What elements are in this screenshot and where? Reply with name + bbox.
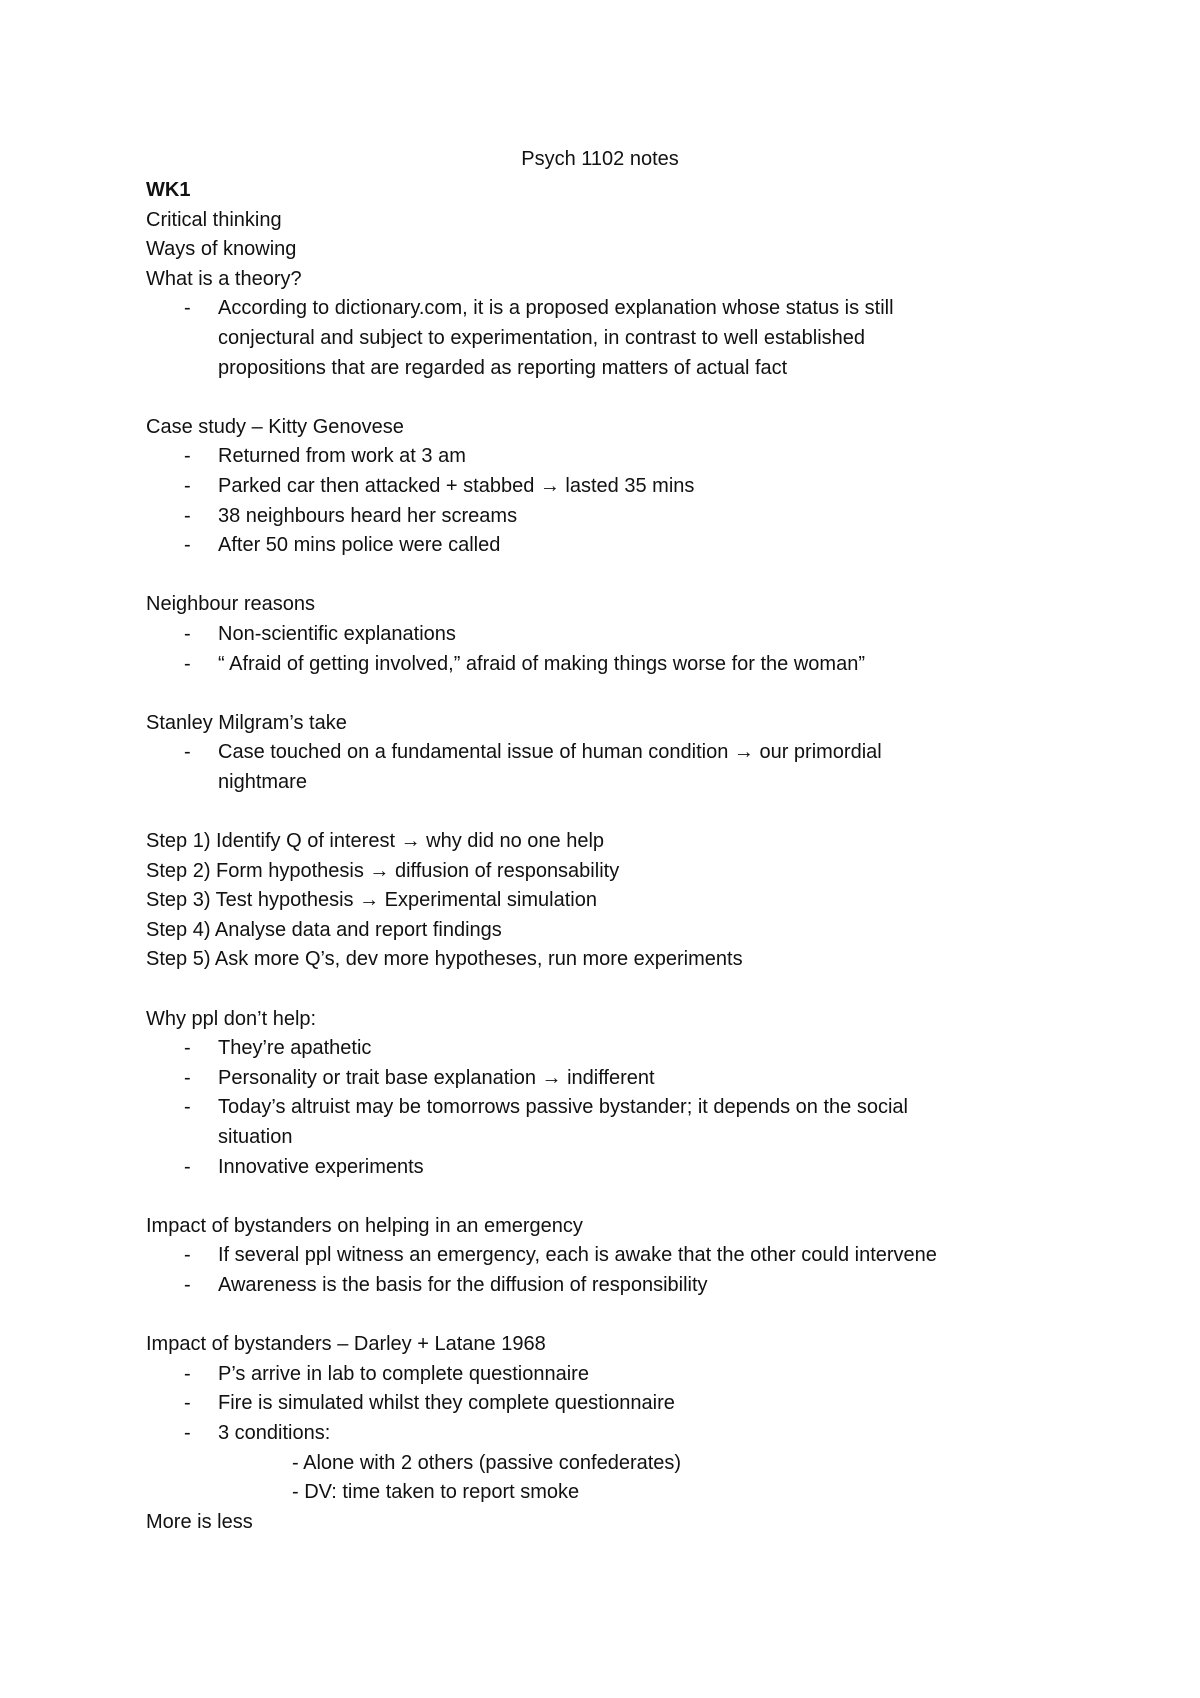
bullet-text: P’s arrive in lab to complete questionnaire [218, 1362, 589, 1385]
sub-bullet: - DV: time taken to report smoke [292, 1481, 580, 1504]
step-line: Step 4) Analyse data and report findings [146, 918, 502, 941]
bullet-dash: - [184, 1037, 191, 1060]
bullet-item [146, 531, 1086, 561]
bullet-dash: - [184, 1273, 191, 1296]
bullet-text: Parked car then attacked + stabbed → lasted 35 mins [218, 474, 695, 497]
bullet-dash: - [184, 1421, 191, 1444]
bullet-dash: - [184, 445, 191, 468]
bullet-text: They’re apathetic [218, 1037, 372, 1060]
bullet-item [146, 472, 1086, 502]
bullet-dash: - [184, 504, 191, 527]
section-heading: Impact of bystanders on helping in an emergency [146, 1214, 583, 1237]
closing-line: More is less [146, 1510, 253, 1533]
bullet-dash: - [184, 474, 191, 497]
step-line: Step 2) Form hypothesis → diffusion of responsability [146, 859, 620, 882]
bullet-item [146, 1034, 1086, 1064]
bullet-dash: - [184, 1155, 191, 1178]
bullet-text: Fire is simulated whilst they complete questionnaire [218, 1392, 675, 1415]
bullet-text: Non-scientific explanations [218, 622, 456, 645]
bullet-text: Personality or trait base explanation → indifferent [218, 1066, 655, 1089]
bullet-text: Today’s altruist may be tomorrows passive bystander; it depends on the social situation [218, 1096, 908, 1148]
bullet-item [146, 1360, 1086, 1390]
bullet-dash: - [184, 1244, 191, 1267]
step-line: Step 5) Ask more Q’s, dev more hypotheses, run more experiments [146, 948, 743, 971]
bullet-item [146, 442, 1086, 472]
bullet-dash: - [184, 297, 191, 320]
step-line: Step 1) Identify Q of interest → why did no one help [146, 830, 605, 853]
topic-line: What is a theory? [146, 267, 302, 290]
bullet-text: 38 neighbours heard her screams [218, 504, 518, 527]
bullet-item [146, 502, 1086, 532]
bullet-dash: - [184, 1362, 191, 1385]
bullet-item [146, 1153, 1086, 1183]
bullet-text: 3 conditions: [218, 1421, 331, 1444]
week-heading: WK1 [146, 179, 191, 201]
document-title: Psych 1102 notes [521, 148, 679, 170]
bullet-item [146, 738, 1086, 797]
bullet-item [146, 1093, 1086, 1152]
bullet-dash: - [184, 652, 191, 675]
bullet-item [146, 650, 1086, 680]
bullet-dash: - [184, 1066, 191, 1089]
bullet-item [146, 620, 1086, 650]
bullet-dash: - [184, 741, 191, 764]
section-heading: Impact of bystanders – Darley + Latane 1968 [146, 1333, 546, 1356]
sub-bullet: - Alone with 2 others (passive confederates) [292, 1451, 682, 1474]
section-heading: Case study – Kitty Genovese [146, 415, 404, 438]
bullet-text: “ Afraid of getting involved,” afraid of making things worse for the woman” [218, 652, 865, 675]
bullet-dash: - [184, 622, 191, 645]
bullet-item [146, 1419, 1086, 1449]
bullet-dash: - [184, 1096, 191, 1119]
bullet-item [146, 1064, 1086, 1094]
bullet-text: If several ppl witness an emergency, each is awake that the other could intervene [218, 1244, 937, 1267]
step-line: Step 3) Test hypothesis → Experimental simulation [146, 889, 597, 912]
bullet-text: According to dictionary.com, it is a proposed explanation whose status is still conjectural and subject to experimentation, in contrast to well established propositions that are regarded as reporting matters of actual fact [218, 297, 894, 379]
bullet-text: Case touched on a fundamental issue of human condition → our primordial nightmare [218, 741, 882, 793]
bullet-item [146, 1271, 1086, 1301]
section-heading: Neighbour reasons [146, 593, 315, 616]
notes-body [146, 176, 1086, 1537]
bullet-text: Returned from work at 3 am [218, 445, 466, 468]
section-heading: Why ppl don’t help: [146, 1007, 317, 1030]
bullet-item [146, 294, 1086, 383]
bullet-text: After 50 mins police were called [218, 534, 501, 557]
bullet-item [146, 1241, 1086, 1271]
topic-line: Ways of knowing [146, 238, 297, 261]
bullet-text: Awareness is the basis for the diffusion of responsibility [218, 1273, 708, 1296]
bullet-item [146, 1389, 1086, 1419]
section-heading: Stanley Milgram’s take [146, 711, 347, 734]
bullet-dash: - [184, 534, 191, 557]
topic-line: Critical thinking [146, 208, 282, 231]
bullet-text: Innovative experiments [218, 1155, 424, 1178]
bullet-dash: - [184, 1392, 191, 1415]
